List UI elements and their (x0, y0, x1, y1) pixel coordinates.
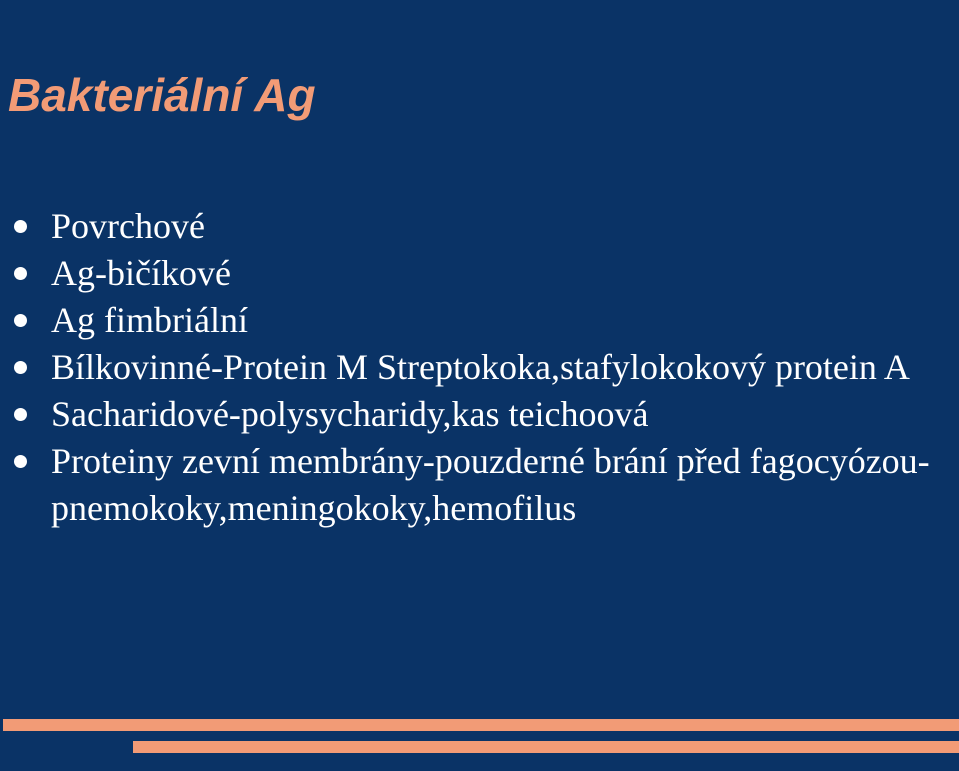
slide-title: Bakteriální Ag (8, 69, 316, 121)
bullet-dot-icon (14, 455, 27, 468)
bullet-text: Bílkovinné-Protein M Streptokoka,stafylokokový protein A (51, 347, 910, 387)
decorative-bar-top (3, 719, 959, 731)
bullet-dot-icon (14, 408, 27, 421)
bullet-item (0, 297, 940, 344)
bullet-item (0, 250, 940, 297)
bullet-text: Sacharidové-polysycharidy,kas teichoová (51, 394, 649, 434)
bullet-dot-icon (14, 220, 27, 233)
bullet-list (0, 203, 940, 532)
bullet-dot-icon (14, 314, 27, 327)
bullet-item (0, 344, 940, 391)
bullet-item (0, 391, 940, 438)
bullet-text: Ag fimbriální (51, 300, 248, 340)
bullet-item (0, 438, 940, 532)
bullet-dot-icon (14, 361, 27, 374)
bullet-dot-icon (14, 267, 27, 280)
bullet-text: Ag-bičíkové (51, 253, 231, 293)
bullet-text: Proteiny zevní membrány-pouzderné brání před fagocyózou-pnemokoky,meningokoky,hemofilus (51, 441, 930, 528)
decorative-bar-bottom (133, 741, 959, 753)
bullet-text: Povrchové (51, 206, 205, 246)
bullet-item (0, 203, 940, 250)
